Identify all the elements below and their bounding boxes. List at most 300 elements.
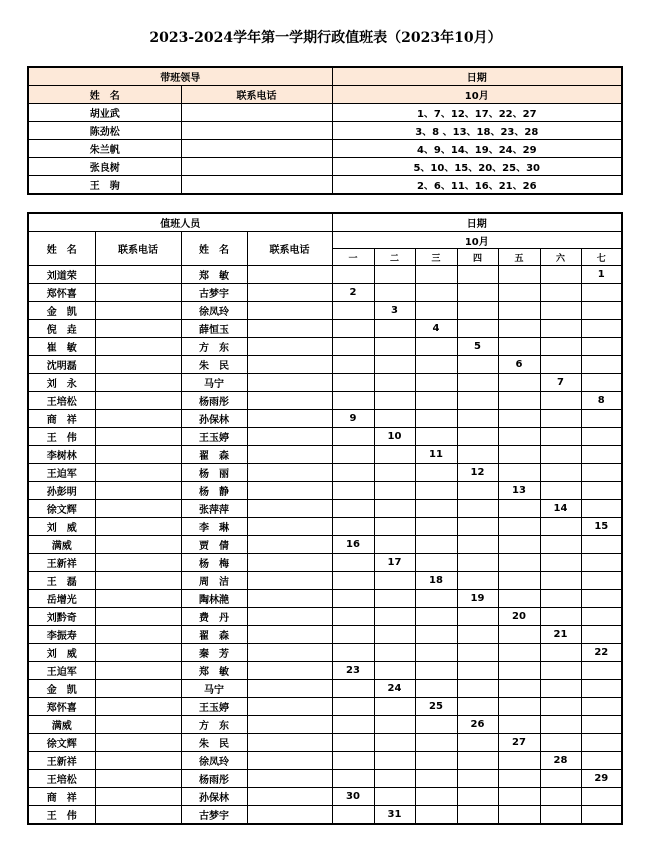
staff-phone-2 <box>247 392 332 410</box>
empty-day-cell <box>498 338 540 356</box>
empty-day-cell <box>540 608 581 626</box>
empty-day-cell <box>374 464 415 482</box>
duty-table <box>27 212 623 825</box>
staff-phone-1 <box>95 788 181 806</box>
empty-day-cell <box>374 284 415 302</box>
table-row <box>28 464 622 482</box>
empty-day-cell <box>540 662 581 680</box>
empty-day-cell <box>374 320 415 338</box>
empty-day-cell <box>332 482 374 500</box>
staff-phone-2 <box>247 410 332 428</box>
empty-day-cell <box>581 500 622 518</box>
empty-day-cell <box>581 446 622 464</box>
empty-day-cell <box>415 410 457 428</box>
empty-day-cell <box>540 770 581 788</box>
empty-day-cell <box>332 590 374 608</box>
staff-phone-1 <box>95 284 181 302</box>
staff-phone-2 <box>247 662 332 680</box>
empty-day-cell <box>374 770 415 788</box>
empty-day-cell <box>415 518 457 536</box>
staff-name-2: 方 东 <box>181 716 247 734</box>
staff-phone-2 <box>247 284 332 302</box>
empty-day-cell <box>498 374 540 392</box>
duty-day: 24 <box>374 680 415 698</box>
staff-name-1: 刘 威 <box>28 644 95 662</box>
empty-day-cell <box>415 464 457 482</box>
staff-phone-2 <box>247 374 332 392</box>
empty-day-cell <box>581 734 622 752</box>
table-row <box>28 788 622 806</box>
leader-phone <box>181 122 332 140</box>
table-row <box>28 752 622 770</box>
empty-day-cell <box>457 302 498 320</box>
empty-day-cell <box>498 284 540 302</box>
empty-day-cell <box>457 284 498 302</box>
staff-phone-2 <box>247 302 332 320</box>
staff-phone-2 <box>247 680 332 698</box>
empty-day-cell <box>332 554 374 572</box>
duty-day: 1 <box>581 266 622 284</box>
empty-day-cell <box>415 356 457 374</box>
staff-phone-1 <box>95 446 181 464</box>
empty-day-cell <box>498 788 540 806</box>
empty-day-cell <box>457 644 498 662</box>
empty-day-cell <box>581 284 622 302</box>
leaders-header-leader: 带班领导 <box>28 67 332 86</box>
staff-phone-2 <box>247 266 332 284</box>
empty-day-cell <box>374 446 415 464</box>
empty-day-cell <box>540 554 581 572</box>
empty-day-cell <box>581 626 622 644</box>
empty-day-cell <box>540 572 581 590</box>
staff-phone-2 <box>247 644 332 662</box>
empty-day-cell <box>415 500 457 518</box>
empty-day-cell <box>457 428 498 446</box>
staff-name-1: 徐文辉 <box>28 734 95 752</box>
empty-day-cell <box>332 734 374 752</box>
empty-day-cell <box>374 572 415 590</box>
empty-day-cell <box>457 392 498 410</box>
staff-phone-1 <box>95 698 181 716</box>
table-row <box>28 140 622 158</box>
empty-day-cell <box>415 428 457 446</box>
staff-name-2: 贾 倩 <box>181 536 247 554</box>
table-row <box>28 644 622 662</box>
empty-day-cell <box>374 410 415 428</box>
empty-day-cell <box>581 662 622 680</box>
staff-phone-1 <box>95 266 181 284</box>
empty-day-cell <box>457 698 498 716</box>
empty-day-cell <box>498 536 540 554</box>
empty-day-cell <box>581 752 622 770</box>
empty-day-cell <box>415 626 457 644</box>
duty-day: 21 <box>540 626 581 644</box>
duty-day: 6 <box>498 356 540 374</box>
empty-day-cell <box>415 734 457 752</box>
staff-name-1: 沈明磊 <box>28 356 95 374</box>
empty-day-cell <box>540 392 581 410</box>
weekday-header: 七 <box>581 249 622 266</box>
staff-phone-2 <box>247 338 332 356</box>
duty-day: 13 <box>498 482 540 500</box>
empty-day-cell <box>540 680 581 698</box>
table-row <box>28 320 622 338</box>
leader-dates: 5、10、15、20、25、30 <box>332 158 622 176</box>
staff-name-2: 朱 民 <box>181 734 247 752</box>
table-row <box>28 590 622 608</box>
empty-day-cell <box>332 338 374 356</box>
staff-name-2: 杨雨彤 <box>181 392 247 410</box>
empty-day-cell <box>374 752 415 770</box>
table-row <box>28 374 622 392</box>
table-row <box>28 356 622 374</box>
staff-phone-1 <box>95 716 181 734</box>
staff-name-2: 陶林滟 <box>181 590 247 608</box>
empty-day-cell <box>581 608 622 626</box>
staff-phone-1 <box>95 752 181 770</box>
staff-name-1: 李树林 <box>28 446 95 464</box>
staff-name-2: 马宁 <box>181 680 247 698</box>
duty-day: 31 <box>374 806 415 825</box>
empty-day-cell <box>581 536 622 554</box>
empty-day-cell <box>332 446 374 464</box>
empty-day-cell <box>415 644 457 662</box>
staff-name-2: 孙保林 <box>181 410 247 428</box>
empty-day-cell <box>540 788 581 806</box>
table-row <box>28 608 622 626</box>
empty-day-cell <box>498 698 540 716</box>
empty-day-cell <box>457 734 498 752</box>
staff-phone-2 <box>247 698 332 716</box>
table-row <box>28 536 622 554</box>
staff-name-2: 徐凤玲 <box>181 752 247 770</box>
table-row <box>28 266 622 284</box>
staff-name-1: 商 祥 <box>28 788 95 806</box>
empty-day-cell <box>415 374 457 392</box>
staff-name-2: 王玉婷 <box>181 698 247 716</box>
empty-day-cell <box>581 302 622 320</box>
staff-name-2: 李 琳 <box>181 518 247 536</box>
leaders-col-name: 姓 名 <box>28 86 181 104</box>
empty-day-cell <box>374 518 415 536</box>
empty-day-cell <box>540 446 581 464</box>
duty-day: 8 <box>581 392 622 410</box>
empty-day-cell <box>415 392 457 410</box>
staff-phone-2 <box>247 590 332 608</box>
empty-day-cell <box>581 464 622 482</box>
empty-day-cell <box>415 338 457 356</box>
empty-day-cell <box>374 788 415 806</box>
duty-day: 4 <box>415 320 457 338</box>
duty-col-phone2: 联系电话 <box>247 232 332 266</box>
staff-name-2: 薛恒玉 <box>181 320 247 338</box>
empty-day-cell <box>415 788 457 806</box>
staff-phone-2 <box>247 482 332 500</box>
empty-day-cell <box>581 590 622 608</box>
empty-day-cell <box>457 536 498 554</box>
staff-name-1: 满威 <box>28 716 95 734</box>
empty-day-cell <box>332 644 374 662</box>
table-row <box>28 734 622 752</box>
staff-name-1: 刘 威 <box>28 518 95 536</box>
staff-phone-1 <box>95 374 181 392</box>
staff-phone-1 <box>95 734 181 752</box>
empty-day-cell <box>540 518 581 536</box>
staff-phone-1 <box>95 482 181 500</box>
table-row <box>28 158 622 176</box>
staff-phone-1 <box>95 590 181 608</box>
table-row <box>28 284 622 302</box>
empty-day-cell <box>498 554 540 572</box>
staff-phone-1 <box>95 302 181 320</box>
duty-day: 7 <box>540 374 581 392</box>
empty-day-cell <box>415 284 457 302</box>
table-row <box>28 482 622 500</box>
duty-day: 22 <box>581 644 622 662</box>
staff-name-2: 郑 敏 <box>181 662 247 680</box>
empty-day-cell <box>374 608 415 626</box>
empty-day-cell <box>457 482 498 500</box>
empty-day-cell <box>581 320 622 338</box>
staff-phone-1 <box>95 356 181 374</box>
empty-day-cell <box>498 626 540 644</box>
duty-header-staff: 值班人员 <box>28 213 332 232</box>
empty-day-cell <box>415 554 457 572</box>
empty-day-cell <box>581 554 622 572</box>
duty-day: 12 <box>457 464 498 482</box>
empty-day-cell <box>374 482 415 500</box>
empty-day-cell <box>540 284 581 302</box>
staff-name-1: 郑怀喜 <box>28 284 95 302</box>
staff-name-2: 张萍萍 <box>181 500 247 518</box>
duty-day: 11 <box>415 446 457 464</box>
weekday-header: 二 <box>374 249 415 266</box>
staff-phone-1 <box>95 536 181 554</box>
empty-day-cell <box>540 644 581 662</box>
staff-name-1: 崔 敏 <box>28 338 95 356</box>
empty-day-cell <box>332 770 374 788</box>
empty-day-cell <box>332 392 374 410</box>
staff-name-1: 郑怀喜 <box>28 698 95 716</box>
leader-phone <box>181 140 332 158</box>
empty-day-cell <box>581 428 622 446</box>
duty-day: 2 <box>332 284 374 302</box>
empty-day-cell <box>415 806 457 825</box>
empty-day-cell <box>498 428 540 446</box>
table-row <box>28 554 622 572</box>
weekday-header: 五 <box>498 249 540 266</box>
staff-phone-1 <box>95 464 181 482</box>
table-row <box>28 500 622 518</box>
empty-day-cell <box>581 410 622 428</box>
staff-name-2: 杨 丽 <box>181 464 247 482</box>
empty-day-cell <box>374 500 415 518</box>
empty-day-cell <box>332 428 374 446</box>
staff-name-1: 金 凯 <box>28 680 95 698</box>
empty-day-cell <box>581 482 622 500</box>
empty-day-cell <box>581 806 622 825</box>
duty-day: 29 <box>581 770 622 788</box>
empty-day-cell <box>540 590 581 608</box>
staff-phone-1 <box>95 626 181 644</box>
empty-day-cell <box>498 680 540 698</box>
empty-day-cell <box>332 374 374 392</box>
staff-phone-1 <box>95 320 181 338</box>
leader-name: 朱兰帆 <box>28 140 181 158</box>
staff-name-1: 王迫军 <box>28 662 95 680</box>
empty-day-cell <box>498 302 540 320</box>
staff-name-2: 徐凤玲 <box>181 302 247 320</box>
empty-day-cell <box>374 374 415 392</box>
table-row <box>28 626 622 644</box>
empty-day-cell <box>540 320 581 338</box>
empty-day-cell <box>498 464 540 482</box>
staff-name-1: 刘 永 <box>28 374 95 392</box>
weekday-header: 三 <box>415 249 457 266</box>
leaders-month: 10月 <box>332 86 622 104</box>
empty-day-cell <box>415 770 457 788</box>
staff-name-1: 王新祥 <box>28 752 95 770</box>
empty-day-cell <box>540 428 581 446</box>
table-row <box>28 662 622 680</box>
staff-name-1: 刘道荣 <box>28 266 95 284</box>
table-row <box>28 176 622 195</box>
empty-day-cell <box>581 698 622 716</box>
empty-day-cell <box>457 266 498 284</box>
staff-name-2: 秦 芳 <box>181 644 247 662</box>
empty-day-cell <box>498 806 540 825</box>
empty-day-cell <box>457 626 498 644</box>
empty-day-cell <box>332 698 374 716</box>
staff-phone-1 <box>95 500 181 518</box>
staff-phone-1 <box>95 428 181 446</box>
staff-name-1: 李振寿 <box>28 626 95 644</box>
staff-name-1: 王新祥 <box>28 554 95 572</box>
leader-dates: 4、9、14、19、24、29 <box>332 140 622 158</box>
staff-phone-2 <box>247 734 332 752</box>
staff-name-1: 刘黔奇 <box>28 608 95 626</box>
table-row <box>28 392 622 410</box>
empty-day-cell <box>332 356 374 374</box>
staff-phone-1 <box>95 806 181 825</box>
staff-name-1: 王 磊 <box>28 572 95 590</box>
leader-name: 张良树 <box>28 158 181 176</box>
empty-day-cell <box>374 716 415 734</box>
empty-day-cell <box>498 590 540 608</box>
empty-day-cell <box>374 338 415 356</box>
page-title: 2023-2024学年第一学期行政值班表（2023年10月） <box>149 30 502 46</box>
empty-day-cell <box>540 302 581 320</box>
empty-day-cell <box>457 500 498 518</box>
empty-day-cell <box>332 320 374 338</box>
empty-day-cell <box>415 752 457 770</box>
duty-col-phone1: 联系电话 <box>95 232 181 266</box>
staff-name-2: 方 东 <box>181 338 247 356</box>
empty-day-cell <box>332 302 374 320</box>
staff-name-2: 孙保林 <box>181 788 247 806</box>
leaders-table <box>27 66 623 195</box>
weekday-header: 六 <box>540 249 581 266</box>
duty-day: 15 <box>581 518 622 536</box>
empty-day-cell <box>540 716 581 734</box>
empty-day-cell <box>457 374 498 392</box>
staff-name-2: 杨 静 <box>181 482 247 500</box>
staff-phone-2 <box>247 806 332 825</box>
duty-day: 23 <box>332 662 374 680</box>
empty-day-cell <box>581 374 622 392</box>
table-row <box>28 770 622 788</box>
empty-day-cell <box>332 626 374 644</box>
staff-name-2: 古梦宇 <box>181 806 247 825</box>
empty-day-cell <box>498 752 540 770</box>
staff-phone-2 <box>247 320 332 338</box>
staff-name-1: 孙彭明 <box>28 482 95 500</box>
duty-day: 20 <box>498 608 540 626</box>
empty-day-cell <box>457 320 498 338</box>
duty-day: 18 <box>415 572 457 590</box>
staff-name-2: 朱 民 <box>181 356 247 374</box>
staff-phone-1 <box>95 518 181 536</box>
empty-day-cell <box>457 410 498 428</box>
table-row <box>28 518 622 536</box>
staff-phone-1 <box>95 770 181 788</box>
leaders-col-phone: 联系电话 <box>181 86 332 104</box>
empty-day-cell <box>540 734 581 752</box>
table-row <box>28 338 622 356</box>
table-row <box>28 302 622 320</box>
staff-phone-1 <box>95 680 181 698</box>
table-row <box>28 410 622 428</box>
empty-day-cell <box>540 410 581 428</box>
empty-day-cell <box>498 266 540 284</box>
staff-phone-2 <box>247 446 332 464</box>
empty-day-cell <box>332 266 374 284</box>
duty-header-date: 日期 <box>332 213 622 232</box>
empty-day-cell <box>498 392 540 410</box>
staff-phone-2 <box>247 428 332 446</box>
table-row <box>28 716 622 734</box>
empty-day-cell <box>498 662 540 680</box>
staff-name-2: 费 丹 <box>181 608 247 626</box>
empty-day-cell <box>581 788 622 806</box>
empty-day-cell <box>415 608 457 626</box>
weekday-header: 四 <box>457 249 498 266</box>
duty-day: 3 <box>374 302 415 320</box>
empty-day-cell <box>457 554 498 572</box>
table-row <box>28 698 622 716</box>
empty-day-cell <box>457 572 498 590</box>
table-row <box>28 122 622 140</box>
staff-name-1: 岳增光 <box>28 590 95 608</box>
staff-name-1: 金 凯 <box>28 302 95 320</box>
staff-phone-2 <box>247 518 332 536</box>
empty-day-cell <box>457 662 498 680</box>
staff-name-1: 王 伟 <box>28 428 95 446</box>
weekday-header: 一 <box>332 249 374 266</box>
duty-day: 17 <box>374 554 415 572</box>
duty-day: 27 <box>498 734 540 752</box>
staff-phone-2 <box>247 752 332 770</box>
duty-day: 25 <box>415 698 457 716</box>
staff-name-1: 王培松 <box>28 392 95 410</box>
leader-dates: 2、6、11、16、21、26 <box>332 176 622 195</box>
duty-day: 9 <box>332 410 374 428</box>
empty-day-cell <box>498 500 540 518</box>
empty-day-cell <box>374 662 415 680</box>
staff-name-2: 周 洁 <box>181 572 247 590</box>
empty-day-cell <box>415 662 457 680</box>
duty-col-name2: 姓 名 <box>181 232 247 266</box>
